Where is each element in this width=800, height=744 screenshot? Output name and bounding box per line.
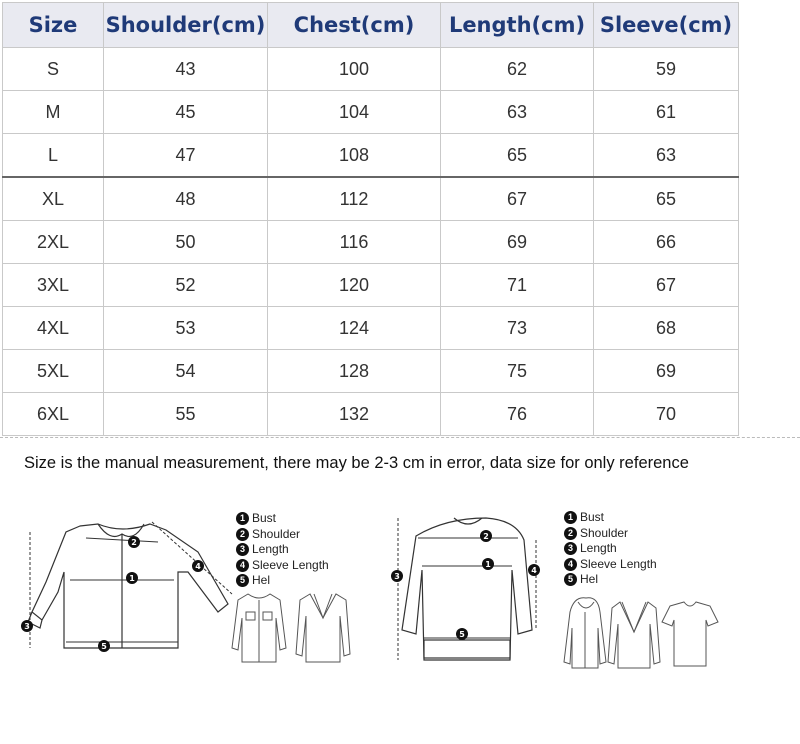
cell-shoulder: 55 [104,393,268,436]
cell-size: 2XL [3,221,104,264]
cell-sleeve: 69 [594,350,739,393]
cell-sleeve: 63 [594,134,739,178]
marker-length: 3 [24,622,30,631]
table-row [3,393,739,436]
cell-shoulder: 47 [104,134,268,178]
cell-chest: 124 [268,307,441,350]
legend-item: 3 Length [236,542,329,558]
legend-item: 2 Shoulder [564,526,657,542]
legend-item: 4 Sleeve Length [564,557,657,573]
cell-chest: 120 [268,264,441,307]
cell-size: L [3,134,104,178]
measurement-note: Size is the manual measurement, there may be 2-3 cm in error, data size for only reference [24,454,689,472]
cell-chest: 128 [268,350,441,393]
cell-size: M [3,91,104,134]
cell-shoulder: 50 [104,221,268,264]
sweater-measurement-diagram [386,510,546,670]
header-size: Size [3,3,104,48]
legend-item: 4 Sleeve Length [236,558,329,574]
legend-left [236,511,329,589]
cell-size: 4XL [3,307,104,350]
table-row [3,350,739,393]
table-row [3,307,739,350]
table-row [3,134,739,178]
legend-item: 1 Bust [236,511,329,527]
cell-shoulder: 53 [104,307,268,350]
cell-chest: 112 [268,177,441,221]
cell-chest: 116 [268,221,441,264]
cell-sleeve: 61 [594,91,739,134]
shirt-markers [21,536,204,652]
legend-item: 2 Shoulder [236,527,329,543]
cell-length: 69 [441,221,594,264]
sweater-markers [391,530,540,640]
cell-shoulder: 54 [104,350,268,393]
cell-sleeve: 68 [594,307,739,350]
cell-chest: 104 [268,91,441,134]
cell-length: 65 [441,134,594,178]
garment-sketches [560,592,720,672]
legend-item: 3 Length [564,541,657,557]
table-header-row [3,3,739,48]
cell-shoulder: 43 [104,48,268,91]
size-chart-table [2,2,739,436]
cell-length: 73 [441,307,594,350]
header-length: Length(cm) [441,3,594,48]
cell-length: 63 [441,91,594,134]
marker-hem: 5 [459,630,465,639]
cell-sleeve: 66 [594,221,739,264]
cell-sleeve: 59 [594,48,739,91]
header-sleeve: Sleeve(cm) [594,3,739,48]
cell-size: S [3,48,104,91]
cell-shoulder: 45 [104,91,268,134]
cell-size: 3XL [3,264,104,307]
cell-chest: 132 [268,393,441,436]
table-row [3,177,739,221]
cell-size: XL [3,177,104,221]
header-chest: Chest(cm) [268,3,441,48]
cell-shoulder: 48 [104,177,268,221]
cell-length: 76 [441,393,594,436]
legend-item: 5 Hel [236,573,329,589]
shirt-measurement-diagram [18,512,238,662]
cell-sleeve: 65 [594,177,739,221]
cell-sleeve: 67 [594,264,739,307]
marker-bust: 1 [485,560,491,569]
marker-length: 3 [394,572,400,581]
cell-shoulder: 52 [104,264,268,307]
cell-length: 71 [441,264,594,307]
marker-shoulder: 2 [483,532,489,541]
section-divider [0,437,800,438]
marker-shoulder: 2 [131,538,137,547]
cell-chest: 108 [268,134,441,178]
marker-sleeve: 4 [195,562,201,571]
marker-sleeve: 4 [531,566,537,575]
cell-length: 75 [441,350,594,393]
jacket-sketches [228,588,356,668]
marker-hem: 5 [101,642,107,651]
table-row [3,221,739,264]
cell-size: 6XL [3,393,104,436]
header-shoulder: Shoulder(cm) [104,3,268,48]
marker-bust: 1 [129,574,135,583]
cell-length: 62 [441,48,594,91]
legend-right [564,510,657,588]
table-row [3,48,739,91]
cell-chest: 100 [268,48,441,91]
legend-item: 1 Bust [564,510,657,526]
table-row [3,91,739,134]
cell-sleeve: 70 [594,393,739,436]
table-row [3,264,739,307]
legend-item: 5 Hel [564,572,657,588]
cell-length: 67 [441,177,594,221]
cell-size: 5XL [3,350,104,393]
